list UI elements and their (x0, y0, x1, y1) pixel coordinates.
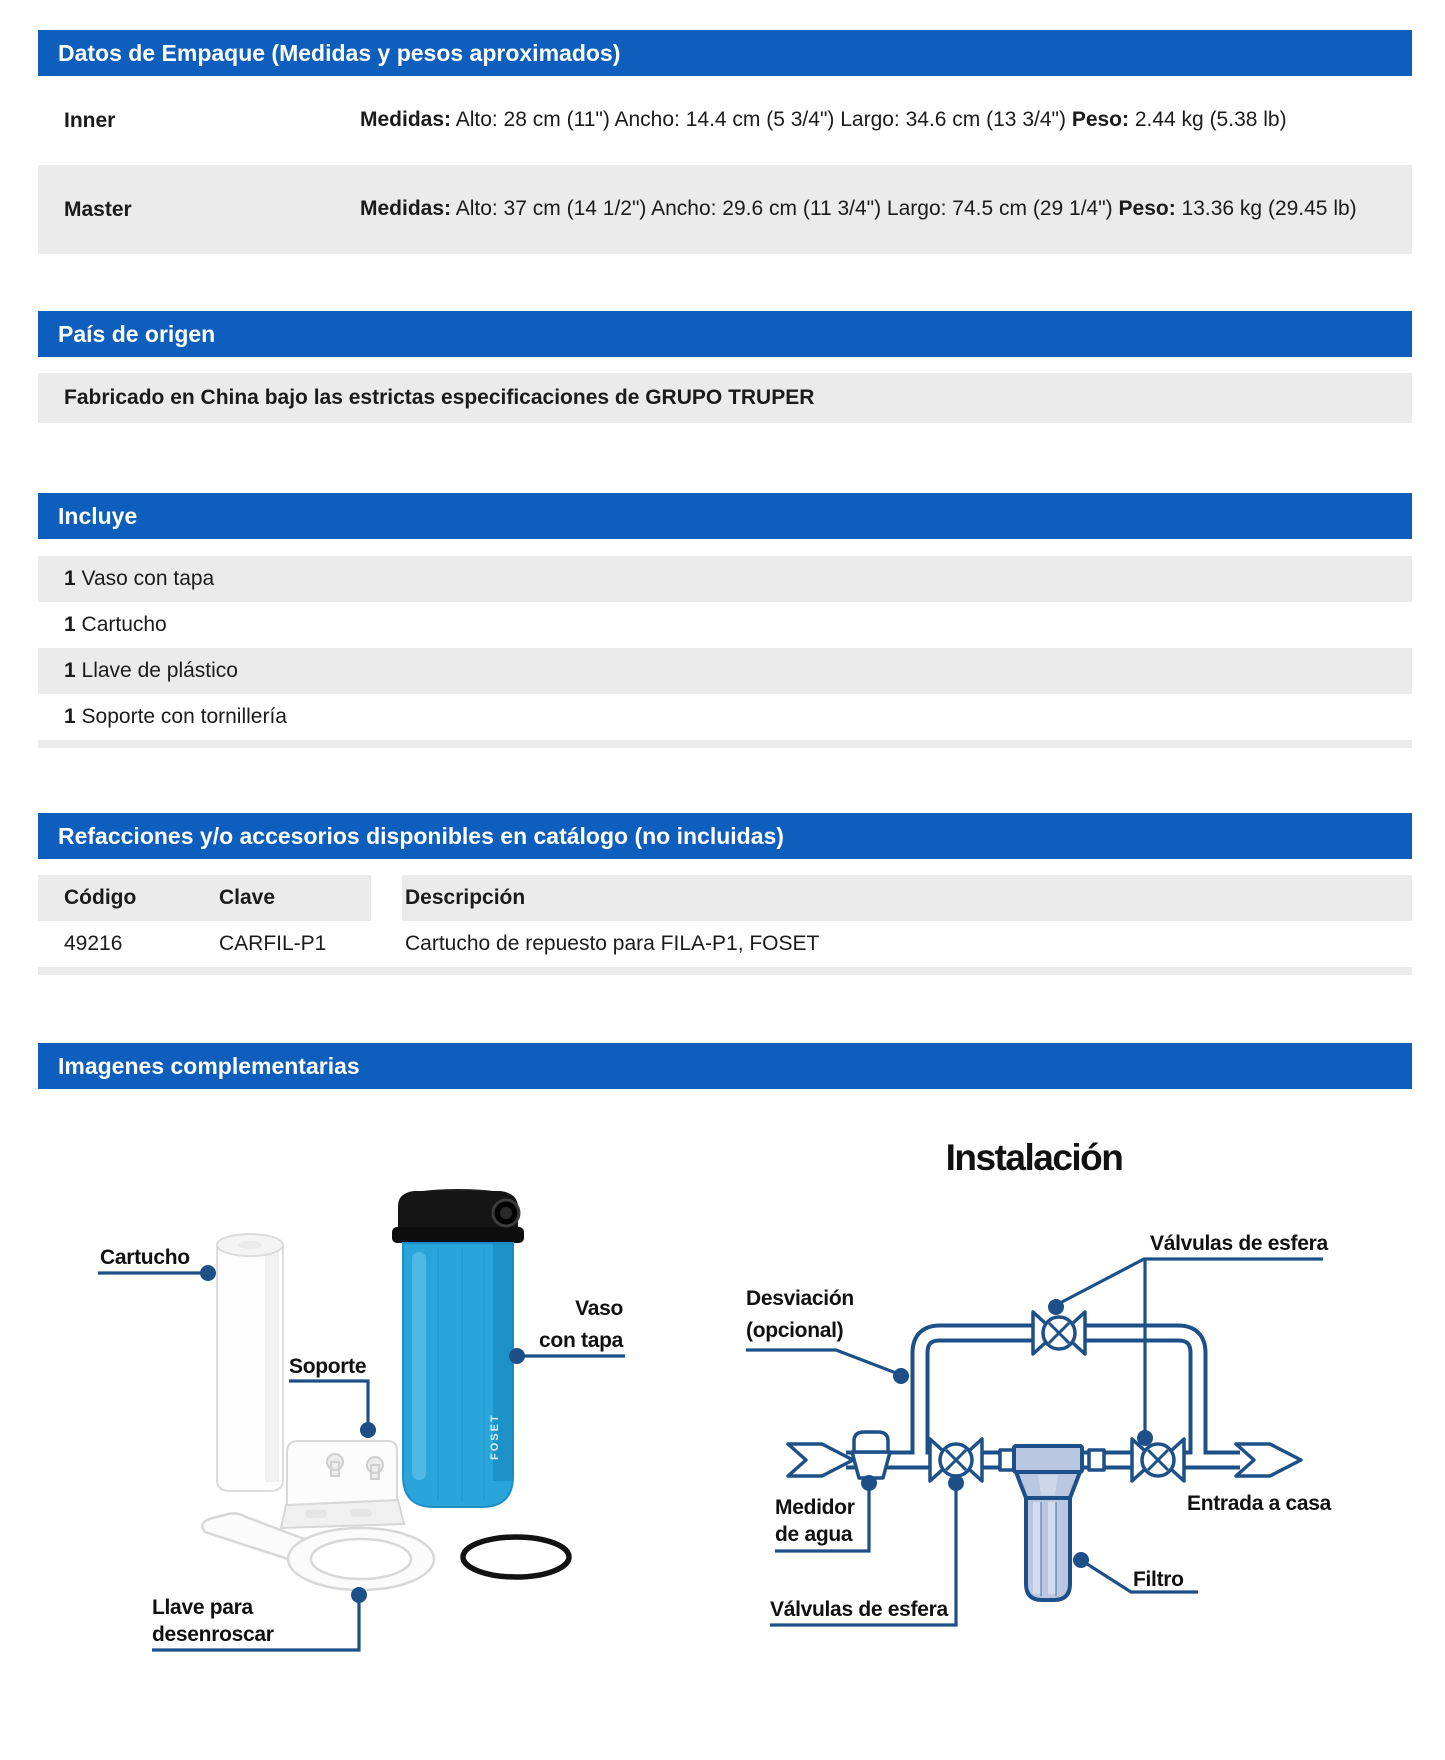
label-medidor-line1: Medidor (775, 1496, 855, 1519)
label-vaso-line2: con tapa (539, 1329, 623, 1352)
leader-dot (948, 1475, 964, 1491)
table-row (38, 165, 1412, 254)
list-item (38, 602, 1412, 648)
row-value (360, 93, 1412, 147)
installation-diagram (746, 1137, 1332, 1625)
item-text: Cartucho (81, 613, 167, 636)
label-soporte: Soporte (289, 1355, 367, 1378)
label-valvulas-top: Válvulas de esfera (1150, 1232, 1328, 1255)
inlet-arrow-icon (788, 1444, 853, 1476)
label-llave-line1: Llave para (152, 1596, 253, 1619)
leader-dot (1073, 1552, 1089, 1568)
leader-dot (200, 1265, 216, 1281)
diagram-title: Instalación (945, 1137, 1123, 1178)
o-ring-illustration (463, 1537, 569, 1577)
leader-line (746, 1350, 896, 1373)
leader-dot (509, 1348, 525, 1364)
table-header-row (38, 875, 1412, 921)
cell-descripcion: Cartucho de repuesto para FILA-P1, FOSET (405, 932, 820, 955)
list-item (38, 694, 1412, 740)
outlet-arrow-icon (1236, 1444, 1301, 1476)
complementary-images (0, 1089, 1445, 1730)
column-header-clave: Clave (219, 875, 371, 921)
list-item (38, 648, 1412, 694)
peso-label: Peso: (1071, 108, 1129, 132)
section-header-refacciones: Refacciones y/o accesorios disponibles en catálogo (no incluidas) (38, 813, 1412, 859)
ball-valve-icon (930, 1439, 982, 1481)
section-header-imagenes: Imagenes complementarias (38, 1043, 1412, 1089)
origen-text: Fabricado en China bajo las estrictas especificaciones de GRUPO TRUPER (38, 373, 1412, 423)
cell-codigo: 49216 (64, 932, 123, 955)
medidas-value: Alto: 28 cm (11") Ancho: 14.4 cm (5 3/4") Largo: 34.6 cm (13 3/4") (455, 108, 1066, 132)
label-llave-line2: desenroscar (152, 1623, 274, 1646)
label-desviacion-line1: Desviación (746, 1287, 854, 1310)
label-entrada: Entrada a casa (1187, 1492, 1332, 1515)
row-divider (38, 740, 1412, 748)
item-text: Soporte con tornillería (81, 705, 287, 728)
peso-value: 13.36 kg (29.45 lb) (1181, 197, 1357, 221)
leader-dot (893, 1368, 909, 1384)
item-qty: 1 (64, 567, 76, 590)
column-header-codigo: Código (38, 875, 219, 921)
peso-value: 2.44 kg (5.38 lb) (1134, 108, 1287, 132)
section-refacciones (38, 813, 1412, 975)
brand-text: FOSET (489, 1413, 501, 1460)
column-header-descripcion: Descripción (402, 875, 1412, 921)
label-cartucho: Cartucho (100, 1246, 190, 1269)
label-vaso-line1: Vaso (575, 1297, 623, 1320)
item-text: Llave de plástico (81, 659, 238, 682)
row-value (360, 182, 1412, 236)
column-gap (371, 875, 402, 921)
refacciones-table (38, 875, 1412, 975)
label-desviacion-line2: (opcional) (746, 1319, 844, 1342)
item-qty: 1 (64, 613, 76, 636)
section-header-empaque: Datos de Empaque (Medidas y pesos aproximados) (38, 30, 1412, 76)
peso-label: Peso: (1118, 197, 1176, 221)
label-filtro: Filtro (1133, 1568, 1184, 1591)
section-imagenes (38, 1043, 1412, 1089)
list-item (38, 556, 1412, 602)
bracket-illustration (281, 1441, 404, 1528)
leader-dot (1048, 1299, 1064, 1315)
row-divider (38, 967, 1412, 975)
section-header-incluye: Incluye (38, 493, 1412, 539)
section-origen (38, 311, 1412, 423)
cell-clave: CARFIL-P1 (219, 932, 327, 955)
incluye-list (38, 556, 1412, 748)
section-header-origen: País de origen (38, 311, 1412, 357)
row-label: Master (64, 197, 132, 221)
item-qty: 1 (64, 659, 76, 682)
filter-icon (1000, 1446, 1104, 1600)
section-empaque (38, 30, 1412, 254)
empaque-rows (38, 76, 1412, 254)
leader-line (1060, 1259, 1323, 1303)
row-label: Inner (64, 108, 116, 132)
cartridge-illustration (217, 1234, 283, 1491)
filter-housing-illustration (392, 1189, 524, 1507)
water-meter-icon (852, 1432, 890, 1478)
section-incluye (38, 493, 1412, 748)
column-gap (371, 921, 402, 967)
label-medidor-line2: de agua (775, 1523, 853, 1546)
item-qty: 1 (64, 705, 76, 728)
leader-dot (360, 1422, 376, 1438)
medidas-value: Alto: 37 cm (14 1/2") Ancho: 29.6 cm (11 3/4") Largo: 74.5 cm (29 1/4") (455, 197, 1113, 221)
ball-valve-icon (1033, 1312, 1085, 1354)
leader-dot (1137, 1430, 1153, 1446)
table-row (38, 921, 1412, 967)
ball-valve-icon (1132, 1439, 1184, 1481)
medidas-label: Medidas: (360, 108, 452, 132)
item-text: Vaso con tapa (81, 567, 215, 590)
medidas-label: Medidas: (360, 197, 452, 221)
label-valvulas-bottom: Válvulas de esfera (770, 1598, 948, 1621)
leader-line (289, 1381, 368, 1425)
table-row (38, 76, 1412, 165)
product-parts-illustration (98, 1189, 625, 1650)
leader-dot (351, 1587, 367, 1603)
